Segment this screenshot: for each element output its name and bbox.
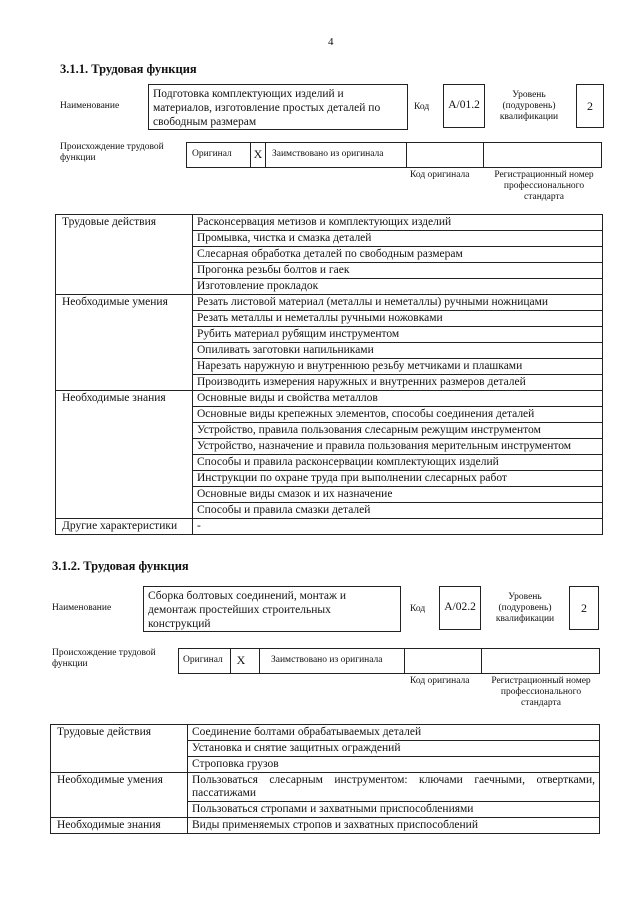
original-label: Оригинал [192,149,232,159]
row-item-text: Устройство, назначение и правила пользования мерительным инструментом [193,439,603,455]
reg-number-label: Регистрационный номер профессионального стандарта [494,170,594,202]
code-original-cell [406,142,484,168]
origin-label: Происхождение трудовой функции [52,648,156,669]
row-item-text: Способы и правила смазки деталей [193,503,603,519]
row-item-text: Промывка, чистка и смазка деталей [193,231,603,247]
level-box [576,84,604,128]
row-item-text: Слесарная обработка деталей по свободным размерам [193,247,603,263]
row-category-label: Необходимые умения [56,295,193,391]
page-number: 4 [328,36,334,48]
row-item-text: Нарезать наружную и внутреннюю резьбу метчиками и плашками [193,359,603,375]
level-box [569,586,599,630]
row-item-text: Рубить материал рубящим инструментом [193,327,603,343]
table-row [56,215,603,231]
row-item-text: Способы и правила расконсервации комплектующих изделий [193,455,603,471]
function-table-2 [50,724,600,834]
function-table-1 [55,214,603,535]
row-item-text: Основные виды и свойства металлов [193,391,603,407]
row-item-text: - [193,519,603,535]
row-category-label: Необходимые знания [56,391,193,519]
function-name-box [148,84,408,130]
code-original-cell [404,648,482,674]
row-item-text: Резать листовой материал (металлы и неметаллы) ручными ножницами [193,295,603,311]
origin-label: Происхождение трудовой функции [60,142,164,163]
original-mark: X [253,147,263,161]
row-item-text: Опиливать заготовки напильниками [193,343,603,359]
row-item-text: Основные виды крепежных элементов, способы соединения деталей [193,407,603,423]
code-value: А/01.2 [448,99,480,111]
function-name: Сборка болтовых соединений, монтаж и демонтаж простейших строительных конструкций [148,590,346,630]
code-box [443,84,485,128]
table-row [56,295,603,311]
level-value: 2 [581,601,587,615]
table-row [51,773,600,802]
row-category-label: Необходимые умения [51,773,188,818]
code-original-label: Код оригинала [410,170,470,180]
row-item-text: Резать металлы и неметаллы ручными ножовками [193,311,603,327]
section-heading: 3.1.1. Трудовая функция [60,62,197,76]
name-label: Наименование [60,101,120,111]
level-label: Уровень (подуровень) квалификации [499,90,559,122]
row-item-text: Производить измерения наружных и внутренних размеров деталей [193,375,603,391]
row-category-label: Другие характеристики [56,519,193,535]
row-item-text: Основные виды смазок и их назначение [193,487,603,503]
table-row [51,818,600,834]
original-label: Оригинал [183,655,223,665]
original-mark: X [236,653,246,667]
row-item-text: Прогонка резьбы болтов и гаек [193,263,603,279]
table-row [56,519,603,535]
code-label: Код [410,604,426,614]
function-name: Подготовка комплектующих изделий и материалов, изготовление простых деталей по свободным размерам [153,88,381,128]
row-item-text: Пользоваться слесарным инструментом: ключами гаечными, отвертками, пассатижами [188,773,600,802]
code-label: Код [414,102,430,112]
row-category-label: Трудовые действия [51,725,188,773]
level-label: Уровень (подуровень) квалификации [495,592,555,624]
code-box [439,586,481,630]
code-original-label: Код оригинала [410,676,470,686]
table-row [56,391,603,407]
name-label: Наименование [52,603,112,613]
row-category-label: Необходимые знания [51,818,188,834]
row-item-text: Изготовление прокладок [193,279,603,295]
row-item-text: Соединение болтами обрабатываемых деталей [188,725,600,741]
section-heading: 3.1.2. Трудовая функция [52,559,189,573]
level-value: 2 [587,99,593,113]
row-item-text: Устройство, правила пользования слесарным режущим инструментом [193,423,603,439]
function-name-box [143,586,401,632]
reg-number-label: Регистрационный номер профессионального стандарта [491,676,591,708]
origin-box [186,142,602,168]
table-row [51,725,600,741]
borrowed-label: Заимствовано из оригинала [271,655,383,665]
row-category-label: Трудовые действия [56,215,193,295]
borrowed-label: Заимствовано из оригинала [272,149,384,159]
row-item-text: Строповка грузов [188,757,600,773]
row-item-text: Расконсервация метизов и комплектующих изделий [193,215,603,231]
row-item-text: Пользоваться стропами и захватными приспособлениями [188,802,600,818]
row-item-text: Установка и снятие защитных ограждений [188,741,600,757]
row-item-text: Инструкции по охране труда при выполнении слесарных работ [193,471,603,487]
row-item-text: Виды применяемых стропов и захватных приспособлений [188,818,600,834]
code-value: А/02.2 [444,601,476,613]
